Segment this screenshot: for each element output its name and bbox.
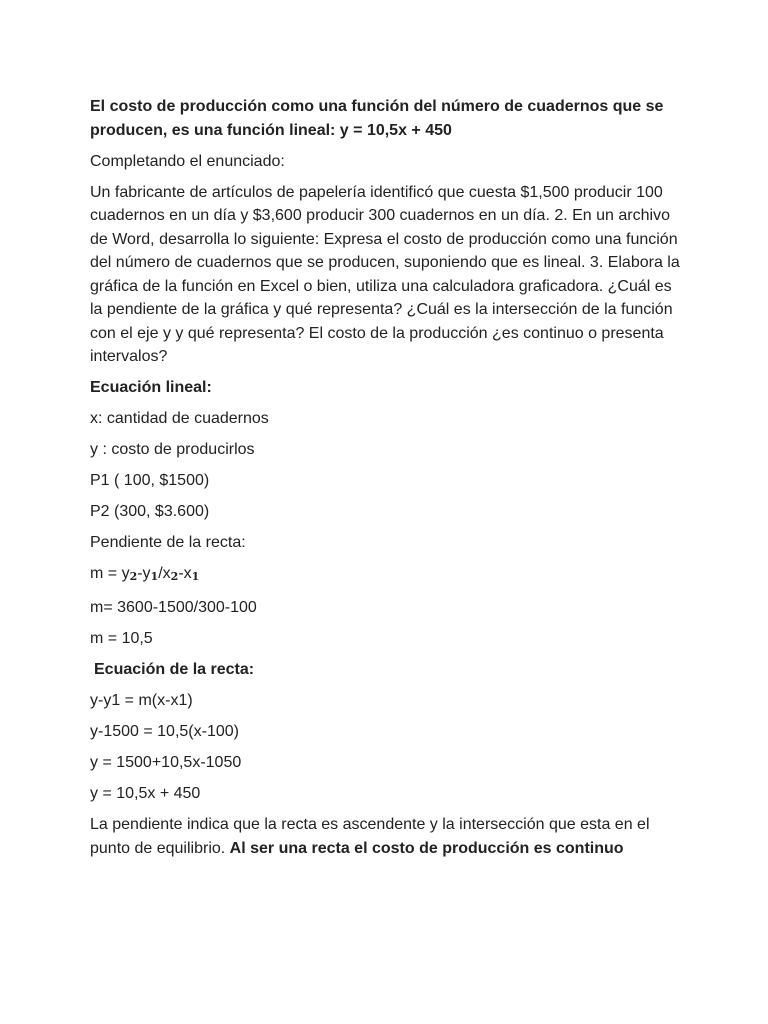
document-title: El costo de producción como una función del número de cuadernos que se producen, es una función lineal: y = 10,5x + 450 bbox=[90, 98, 664, 139]
slope-formula-prefix: m = y bbox=[90, 565, 130, 582]
slope-value: m = 10,5 bbox=[90, 630, 153, 647]
subscript-2: 2 bbox=[170, 570, 179, 583]
conclusion-bold-text: Al ser una recta el costo de producción es continuo bbox=[229, 839, 624, 857]
slope-formula-part: /x bbox=[158, 565, 171, 582]
equation-step-1: y-y1 = m(x-x1) bbox=[90, 692, 193, 709]
variable-y-definition: y : costo de producirlos bbox=[90, 441, 255, 458]
point-2: P2 (300, $3.600) bbox=[90, 503, 210, 520]
variable-x-definition: x: cantidad de cuadernos bbox=[90, 410, 269, 427]
equation-step-3: y = 1500+10,5x-1050 bbox=[90, 754, 242, 771]
slope-label: Pendiente de la recta: bbox=[90, 534, 246, 551]
document-page bbox=[90, 95, 680, 868]
conclusion-text: La pendiente indica que la recta es ascendente y la intersección que esta en el punto de equilibrio. bbox=[90, 816, 650, 857]
slope-formula-part: -y bbox=[137, 565, 151, 582]
heading-line-equation: Ecuación de la recta: bbox=[94, 661, 255, 678]
intro-text: Completando el enunciado: bbox=[90, 152, 285, 170]
subscript-2: 2 bbox=[129, 570, 138, 583]
slope-calculation: m= 3600-1500/300-100 bbox=[90, 599, 257, 616]
problem-statement: Un fabricante de artículos de papelería identificó que cuesta $1,500 producir 100 cuadernos en un día y $3,600 producir 300 cuadernos en un día. 2. En un archivo de Word, desarrolla lo siguiente: Expresa el costo de producción como una función del número de cuadernos que se producen, suponiendo que es lineal. 3. Elabora la gráfica de la función en Excel o bien, utiliza una calculadora graficadora. ¿Cuál es la pendiente de la gráfica y qué representa? ¿Cuál es la intersección de la función con el eje y y qué representa? El costo de la producción ¿es continuo o presenta intervalos? bbox=[90, 183, 680, 365]
equation-step-4: y = 10,5x + 450 bbox=[90, 785, 201, 802]
slope-formula-part: -x bbox=[178, 565, 192, 582]
conclusion-paragraph bbox=[90, 813, 680, 860]
slope-formula bbox=[90, 562, 680, 589]
subscript-1: 1 bbox=[191, 570, 200, 583]
heading-linear-equation: Ecuación lineal: bbox=[90, 379, 212, 396]
subscript-1: 1 bbox=[150, 570, 159, 583]
point-1: P1 ( 100, $1500) bbox=[90, 472, 210, 489]
equation-step-2: y-1500 = 10,5(x-100) bbox=[90, 723, 239, 740]
